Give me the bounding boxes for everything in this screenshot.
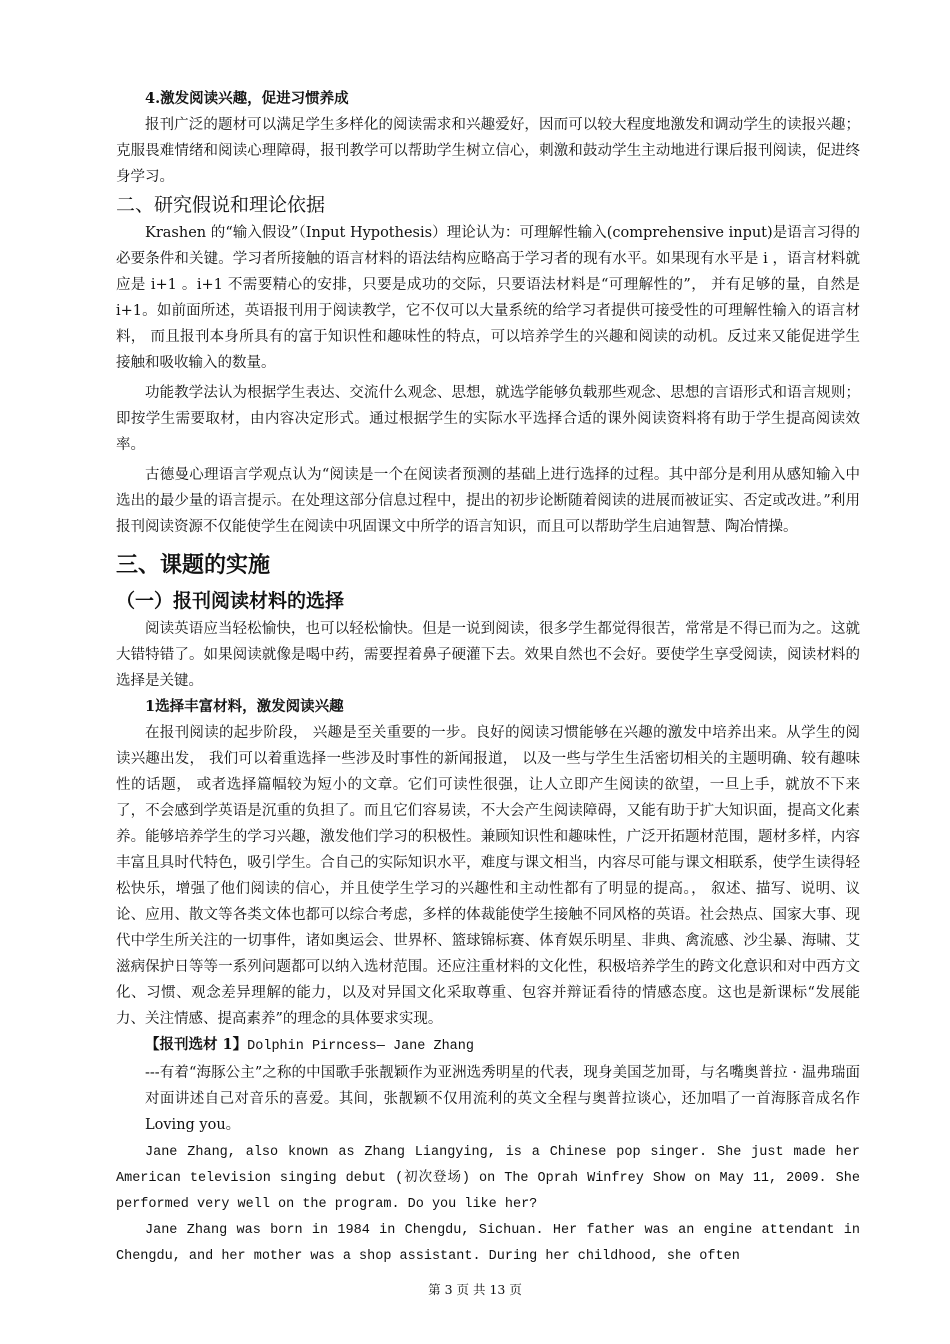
- part2-paragraph-1: Krashen 的“输入假设”（Input Hypothesis）理论认为：可理解性输入(comprehensive input)是语言习得的必要条件和关键。学习者所接触的语言材料的语法结构应略高于学习者的现有水平。如果现有水平是 i ，语言材料就应是 i+1 。i+1 不需要精心的安排，只要是成功的交际，只要语法材料是“可理解性的”， 并有足够的量，自然是 i+1。如前面所述，英语报刊用于阅读教学，它不仅可以大量系统的给学习者提供可接受性的可理解性输入的语言材料， 而且报刊本身所具有的富于知识性和趣味性的特点，可以培养学生的兴趣和阅读的动机。反过来又能促进学生接触和吸收输入的数量。: [116, 225, 860, 371]
- selection-title: Dolphin Pirncess— Jane Zhang: [247, 1039, 474, 1054]
- selection-intro: ---有着“海豚公主”之称的中国歌手张靓颖作为亚洲选秀明星的代表，现身美国芝加哥，与名嘴奥普拉 · 温弗瑞面对面讲述自己对音乐的喜爱。其间，张靓颖不仅用流利的英文全程与奥普拉谈心，还加唱了一首海豚音成名作 Loving you。: [145, 1065, 860, 1133]
- part2-paragraph-2: 功能教学法认为根据学生表达、交流什么观念、思想，就选学能够负载那些观念、思想的言语形式和语言规则；即按学生需要取材，由内容决定形式。通过根据学生的实际水平选择合适的课外阅读资料将有助于学生提高阅读效率。: [116, 385, 860, 453]
- point1-paragraph: 在报刊阅读的起步阶段， 兴趣是至关重要的一步。良好的阅读习惯能够在兴趣的激发中培养出来。从学生的阅读兴趣出发， 我们可以着重选择一些涉及时事性的新闻报道， 以及一些与学生生活密切相关的主题明确、较有趣味性的话题， 或者选择篇幅较为短小的文章。它们可读性很强，让人立即产生阅读的欲望，一旦上手，就放不下来了，不会感到学英语是沉重的负担了。而且它们容易读，不大会产生阅读障碍，又能有助于扩大知识面，提高文化素养。能够培养学生的学习兴趣，激发他们学习的积极性。兼顾知识性和趣味性，广泛开拓题材范围，题材多样，内容丰富且具时代特色，吸引学生。合自己的实际知识水平，难度与课文相当，内容尽可能与课文相联系，使学生读得轻松快乐，增强了他们阅读的信心，并且使学生学习的兴趣性和主动性都有了明显的提高。， 叙述、描写、说明、议论、应用、散文等各类文体也都可以综合考虑，多样的体裁能使学生接触不同风格的英语。社会热点、国家大事、现代中学生所关注的一切事件，诸如奥运会、世界杯、篮球锦标赛、体育娱乐明星、非典、禽流感、沙尘暴、海啸、艾滋病保护日等等一系列问题都可以纳入选材范围。还应注重材料的文化性，积极培养学生的跨文化意识和对中西方文化、习惯、观念差异理解的能力，以及对异国文化采取尊重、包容并辩证看待的情感态度。这也是新课标“发展能力、关注情感、提高素养”的理念的具体要求实现。: [116, 725, 860, 1027]
- part3-sub1-paragraph: 阅读英语应当轻松愉快，也可以轻松愉快。但是一说到阅读，很多学生都觉得很苦，常常是不得已而为之。这就大错特错了。如果阅读就像是喝中药，需要捏着鼻子硬灌下去。效果自然也不会好。要使学生享受阅读，阅读材料的选择是关键。: [116, 621, 860, 689]
- selection-label: 【报刊选材 1】: [145, 1036, 248, 1053]
- section4-heading: 4.激发阅读兴趣，促进习惯养成: [145, 90, 349, 107]
- page-footer: 第 3 页 共 13 页: [428, 1282, 522, 1297]
- english-paragraph-1: Jane Zhang, also known as Zhang Liangying, is a Chinese pop singer. She just made her American television singing debut (初次登场) on The Oprah Winfrey Show on May 11, 2009. She performed very well on the program. Do you like her?: [116, 1145, 860, 1212]
- part2-heading: 二、研究假说和理论依据: [116, 194, 326, 216]
- page-content: [116, 86, 860, 1270]
- selection-label-line: [116, 1032, 860, 1060]
- section4-paragraph: 报刊广泛的题材可以满足学生多样化的阅读需求和兴趣爱好，因而可以较大程度地激发和调动学生的读报兴趣；克服畏难情绪和阅读心理障碍，报刊教学可以帮助学生树立信心，刺激和鼓动学生主动地进行课后报刊阅读，促进终身学习。: [116, 117, 860, 185]
- point1-heading: 1选择丰富材料，激发阅读兴趣: [145, 698, 344, 715]
- part2-paragraph-3: 古德曼心理语言学观点认为“阅读是一个在阅读者预测的基础上进行选择的过程。其中部分是利用从感知输入中选出的最少量的语言提示。在处理这部分信息过程中，提出的初步论断随着阅读的进展而被证实、否定或改进。”利用报刊阅读资源不仅能使学生在阅读中巩固课文中所学的语言知识，而且可以帮助学生启迪智慧、陶冶情操。: [116, 467, 860, 535]
- english-paragraph-2: Jane Zhang was born in 1984 in Chengdu, Sichuan. Her father was an engine attendant in Chengdu, and her mother was a shop assistant. During her childhood, she often: [116, 1223, 860, 1264]
- part3-sub1-heading: （一）报刊阅读材料的选择: [116, 590, 345, 612]
- part3-heading: 三、课题的实施: [116, 553, 271, 578]
